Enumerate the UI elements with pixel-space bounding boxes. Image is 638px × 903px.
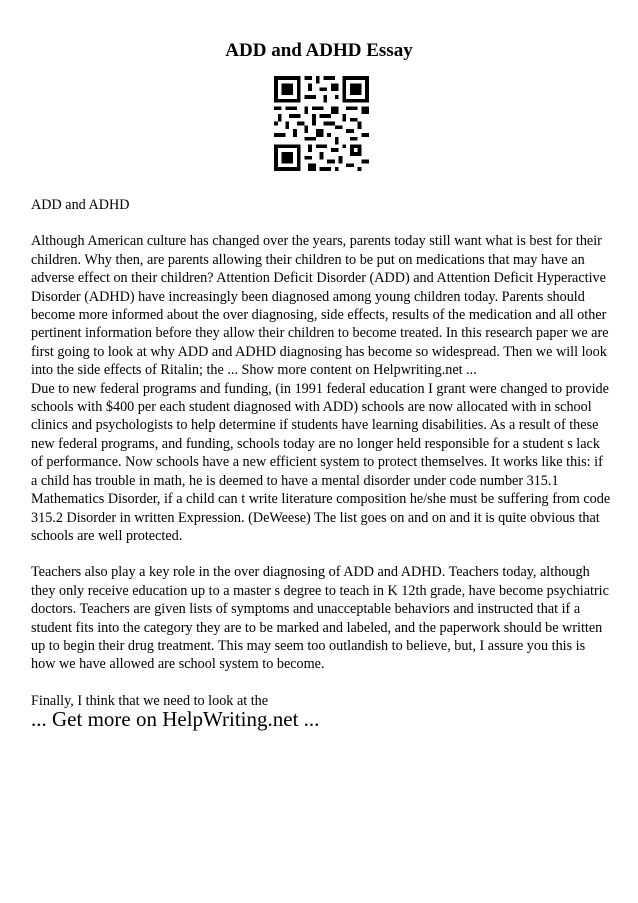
spacer [31, 545, 611, 563]
document-heading: ADD and ADHD [31, 197, 130, 213]
paragraph-intro: Although American culture has changed over the years, parents today still want what is best for their children. Why then, are parents allowing their children to be put on medications that may have an adverse effect on their children? Attention Deficit Disorder (ADD) and Attention Deficit Hyperactive Disorder (ADHD) have increasingly been diagnosed among young children today. Parents should become more informed about the over diagnosing, side effects, results of the medication and all other pertinent information before they allow their children to become treated. In this research paper we are first going to look at why ADD and ADHD diagnosing has become so widespread. Then we will look into the side effects of Ritalin; the ... Show more content on Helpwriting.net ... [31, 233, 609, 379]
paragraph-federal-programs: Due to new federal programs and funding, (in 1991 federal education I grant were changed to provide schools with $400 per each student diagnosed with ADD) schools are now allocated with in school clinics and psychologists to help determine if students have learning disabilities. As a result of these new federal programs, and funding, schools today are no longer held responsible for a student s lack of performance. Now schools have a new efficient system to protect themselves. It works like this: if a child has trouble in math, he is deemed to have a mental disorder under code number 315.1 Mathematics Disorder, if a child can t write literature composition he/she must be suffering from code 315.2 Disorder in written Expression. (DeWeese) The list goes on and on and it is quite obvious that schools are well protected. [31, 380, 611, 544]
get-more-link[interactable]: ... Get more on HelpWriting.net ... [31, 707, 320, 731]
paragraph-finally: Finally, I think that we need to look at the [31, 692, 269, 709]
document-title: ADD and ADHD Essay [225, 40, 413, 61]
document-body [31, 196, 611, 710]
paragraph-teachers: Teachers also play a key role in the over diagnosing of ADD and ADHD. Teachers today, although they only receive education up to a master s degree to teach in K 12th grade, have become psychiatric doctors. Teachers are given lists of symptoms and unacceptable behaviors and instructed that if a student fits into the category they are to be marked and labeled, and the paperwork should be written up to begin their drug treatment. This may seem too outlandish to believe, but, I assure you this is how we have allowed are school system to become. [31, 564, 609, 673]
spacer [31, 214, 611, 232]
spacer [31, 674, 611, 692]
qr-code-icon [274, 76, 369, 171]
